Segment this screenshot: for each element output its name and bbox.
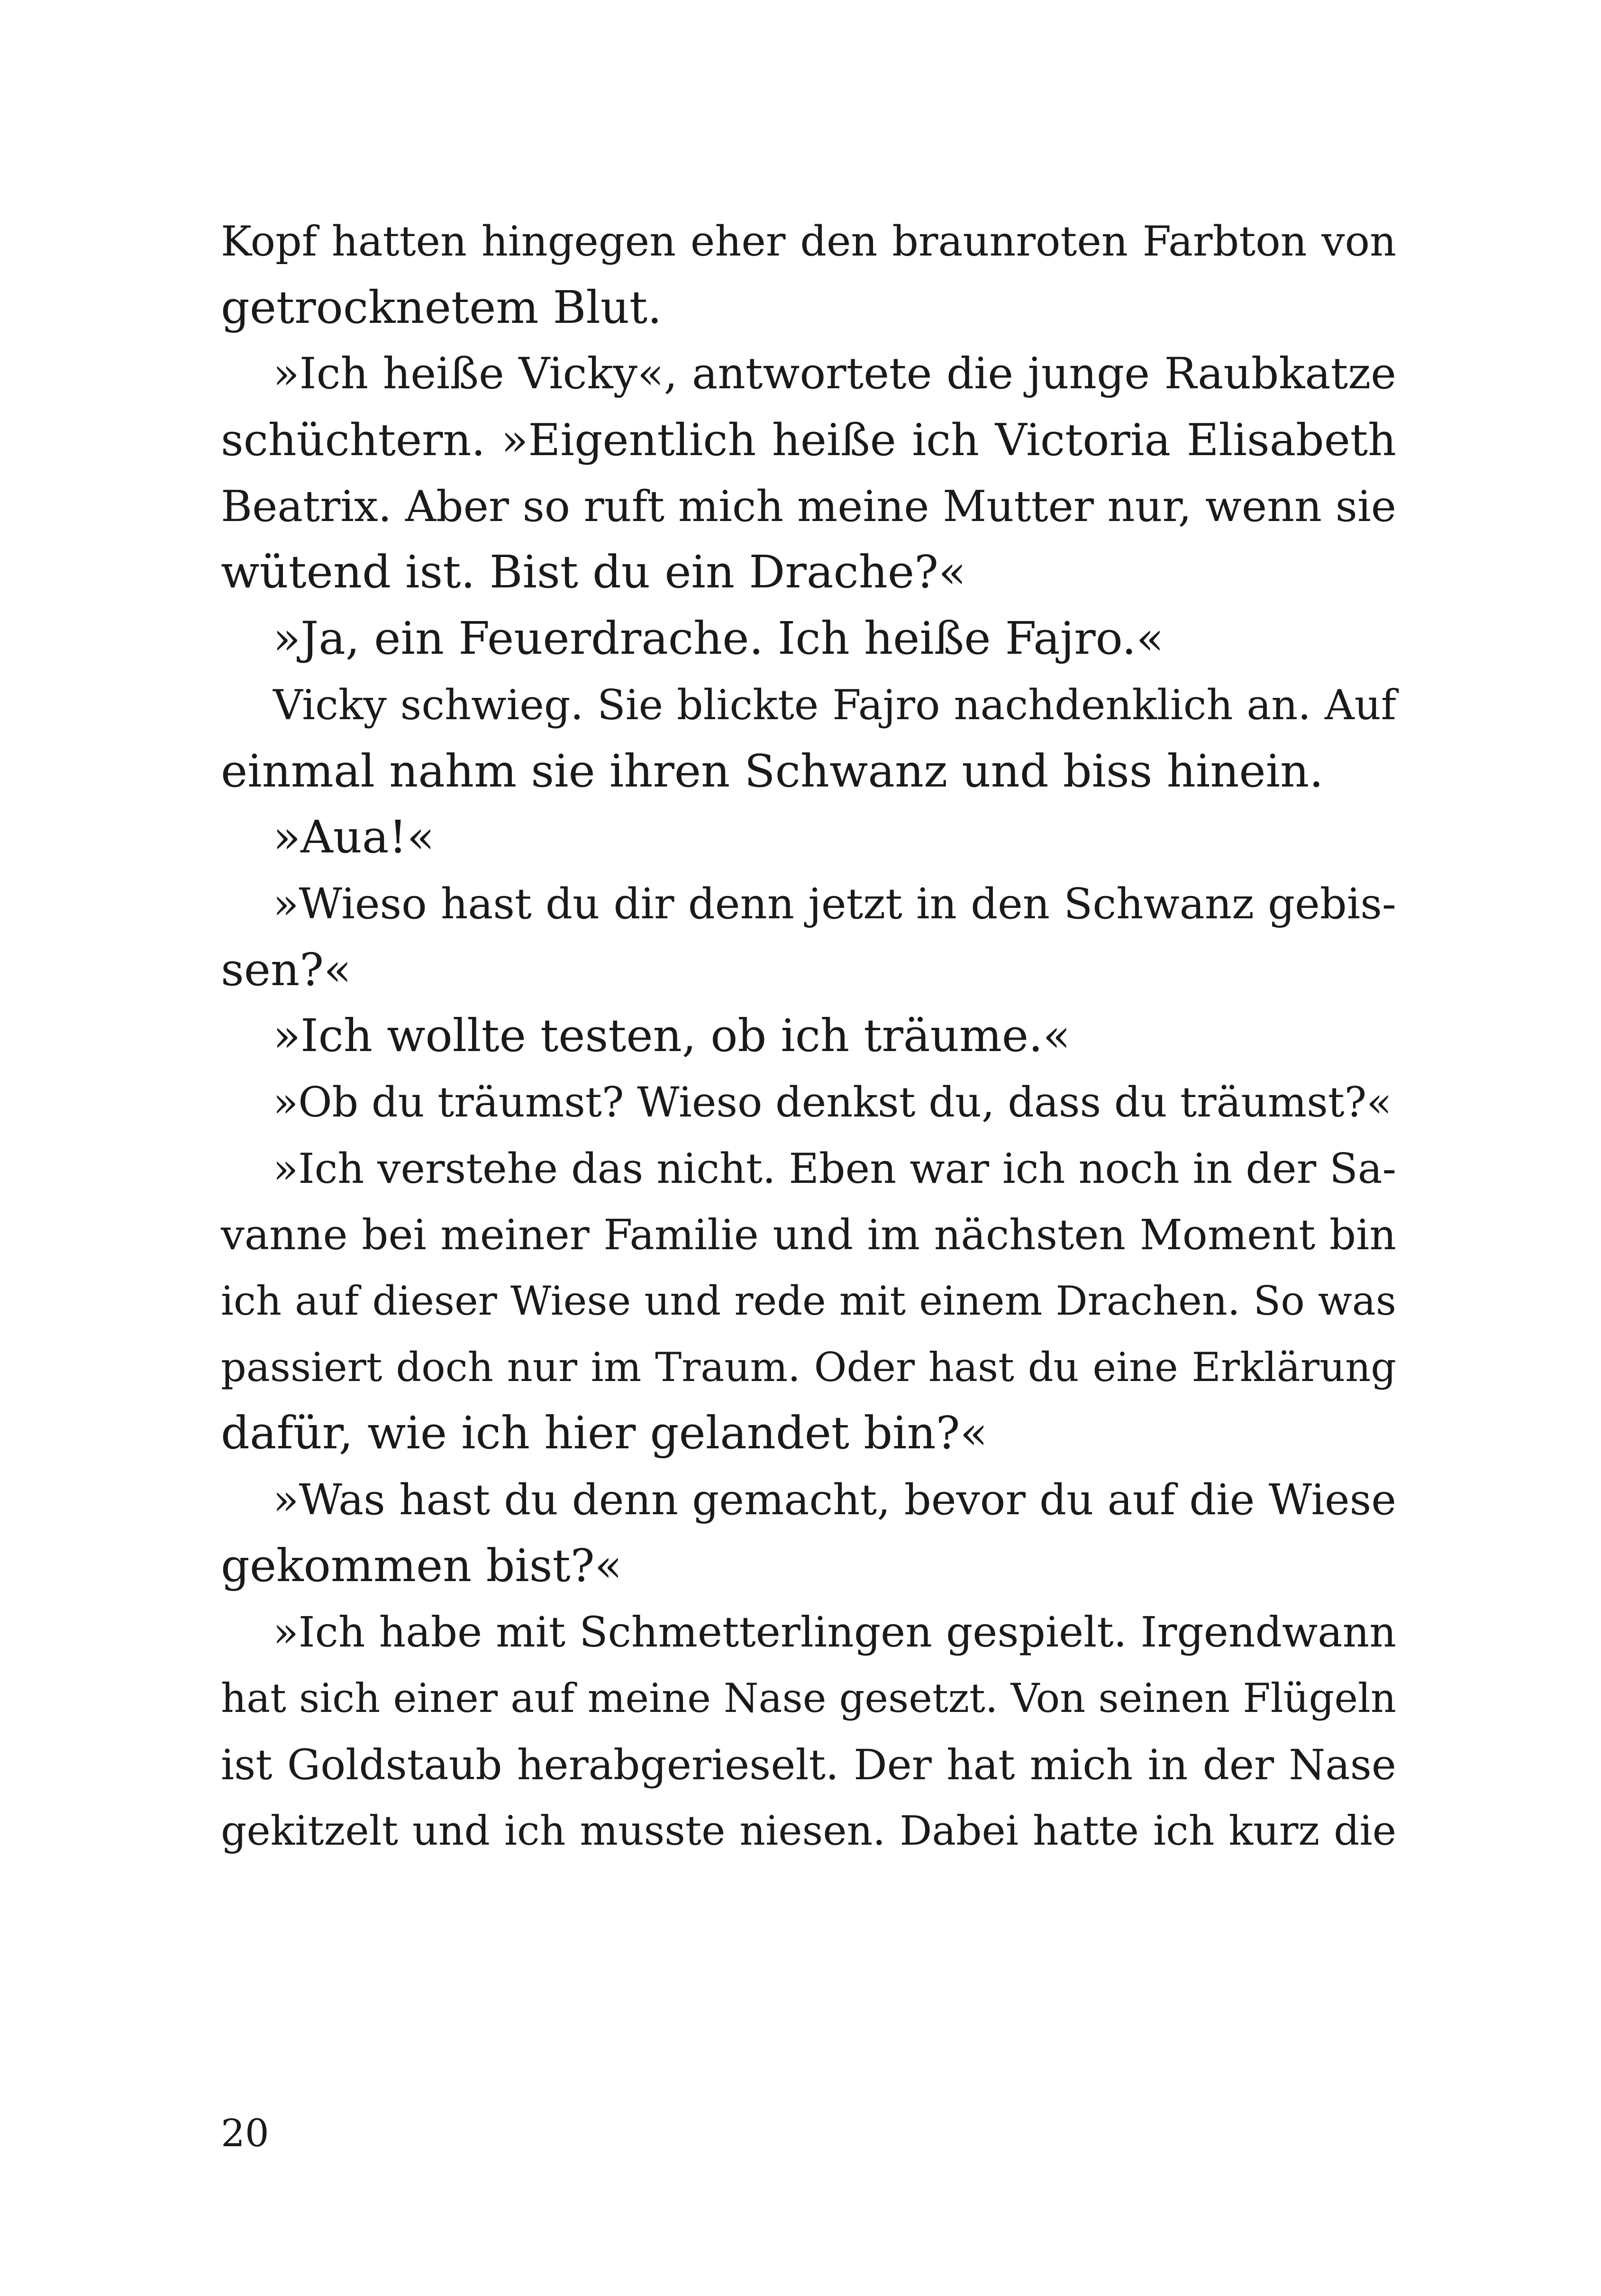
body-text bbox=[221, 209, 1396, 1864]
text-line: gekommen bist?« bbox=[221, 1539, 622, 1592]
text-line: Beatrix. Aber so ruft mich meine Mutter nur, wenn sie bbox=[221, 481, 1396, 531]
text-line: wütend ist. Bist du ein Drache?« bbox=[221, 546, 966, 599]
text-line: »Ich wollte testen, ob ich träume.« bbox=[273, 1010, 1071, 1062]
text-line: »Ich habe mit Schmetterlingen gespielt. Irgendwann bbox=[273, 1608, 1396, 1657]
text-line: »Aua!« bbox=[273, 811, 435, 864]
text-line: »Ob du träumst? Wieso denkst du, dass du träumst?« bbox=[273, 1078, 1392, 1126]
text-line: »Ja, ein Feuerdrache. Ich heiße Fajro.« bbox=[273, 613, 1164, 665]
text-line: gekitzelt und ich musste niesen. Dabei hatte ich kurz die bbox=[221, 1807, 1396, 1855]
text-line: hat sich einer auf meine Nase gesetzt. Von seinen Flügeln bbox=[221, 1675, 1396, 1722]
text-line: schüchtern. »Eigentlich heiße ich Victoria Elisabeth bbox=[221, 414, 1396, 466]
text-line: »Ich heiße Vicky«, antwortete die junge Raubkatze bbox=[273, 349, 1396, 399]
text-line: »Wieso hast du dir denn jetzt in den Schwanz gebis- bbox=[273, 878, 1396, 928]
text-line: Kopf hatten hingegen eher den braunroten Farbton von bbox=[221, 217, 1396, 265]
text-line: vanne bei meiner Familie und im nächsten Moment bin bbox=[221, 1210, 1396, 1260]
text-line: dafür, wie ich hier gelandet bin?« bbox=[221, 1407, 988, 1460]
text-line: sen?« bbox=[221, 943, 352, 996]
text-line: Vicky schwieg. Sie blickte Fajro nachdenklich an. Auf bbox=[273, 680, 1396, 729]
text-line: ist Goldstaub herabgerieselt. Der hat mich in der Nase bbox=[221, 1740, 1396, 1789]
text-line: getrocknetem Blut. bbox=[221, 281, 662, 334]
text-line: »Was hast du denn gemacht, bevor du auf die Wiese bbox=[273, 1475, 1396, 1525]
text-line: ich auf dieser Wiese und rede mit einem Drachen. So was bbox=[221, 1278, 1396, 1324]
text-line: »Ich verstehe das nicht. Eben war ich noch in der Sa- bbox=[273, 1144, 1396, 1193]
text-line: einmal nahm sie ihren Schwanz und biss hinein. bbox=[221, 745, 1324, 797]
page-number: 20 bbox=[221, 2111, 269, 2155]
text-line: passiert doch nur im Traum. Oder hast du eine Erklärung bbox=[221, 1344, 1396, 1390]
